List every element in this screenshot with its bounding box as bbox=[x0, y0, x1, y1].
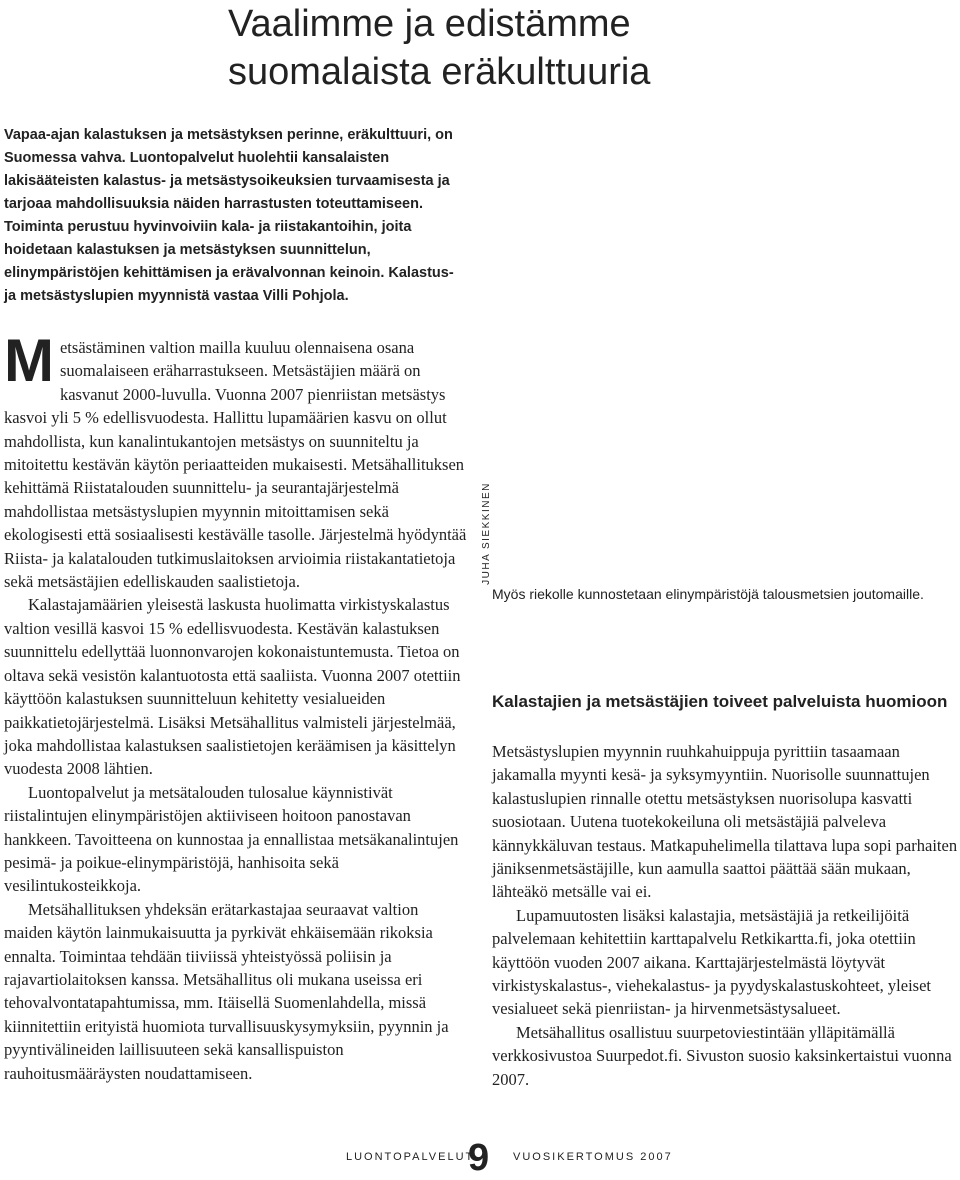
body-right-column bbox=[492, 740, 958, 1091]
body-paragraph: Metsähallitus osallistuu suurpetoviestintään ylläpitämällä verkkosivustoa Suurpedot.fi. Sivuston suosio kaksinkertaistui vuonna 2007. bbox=[492, 1022, 952, 1089]
drop-cap: M bbox=[4, 327, 54, 394]
photo-credit-text: JUHA SIEKKINEN bbox=[480, 481, 492, 585]
page-footer bbox=[0, 1137, 960, 1179]
photo-caption: Myös riekolle kunnostetaan elinympäristöjä talousmetsien joutomaille. bbox=[492, 586, 924, 602]
title-line-2: suomalaista eräkulttuuria bbox=[228, 51, 651, 93]
page-title bbox=[228, 0, 748, 96]
body-paragraph: Kalastajamäärien yleisestä laskusta huolimatta virkistyskalastus valtion vesillä kasvoi 15 % edellisvuodesta. Kestävän kalastuksen suunnittelu edellyttää luonnonvarojen kokonaistuntemusta. Tietoa on oltava sekä vesistön kalantuotosta että saaliista. Vuonna 2007 otettiin käyttöön kalastuksen suunnitteluun kehitetty vesialueiden paikkatietojärjestelmä. Lisäksi Metsähallitus valmisteli järjestelmää, joka mahdollistaa kalastuksen saalistietojen keräämisen ja käsittelyn vuodesta 2008 lähtien. bbox=[4, 595, 461, 779]
body-text: etsästäminen valtion mailla kuuluu olennaisena osana suomalaiseen eräharrastukseen. Metsästäjien määrä on kasvanut 2000-luvulla. Vuonna 2007 pienriistan metsästys kasvoi yli 5 % edellisvuodesta. Hallittu lupamäärien kasvu on ollut mahdollista, kun kanalintukantojen metsästys on suunniteltu ja mitoitettu kestävän käytön periaatteiden mukaisesti. Metsähallituksen kehittämä Riistatalouden suunnittelu- ja seurantajärjestelmä mahdollistaa metsästyslupien myynnin mitoittamisen sekä ekologisesti että sosiaalisesti kestävälle tasolle. Järjestelmä hyödyntää Riista- ja kalatalouden tutkimuslaitoksen arvioimia riistakantatietoja sekä metsästäjien edelliskauden saalistietoja. bbox=[4, 338, 467, 592]
title-line-1: Vaalimme ja edistämme bbox=[228, 3, 631, 45]
page-number: 9 bbox=[468, 1137, 490, 1179]
footer-publication: VUOSIKERTOMUS 2007 bbox=[513, 1151, 673, 1163]
photo-credit bbox=[466, 483, 506, 583]
lead-paragraph bbox=[4, 124, 464, 308]
footer-section-name: LUONTOPALVELUT bbox=[346, 1151, 475, 1163]
lead-text-1: Vapaa-ajan kalastuksen ja metsästyksen perinne, eräkulttuuri, on Suomessa vahva. Luontopalvelut huolehtii kansalaisten lakisääteisten kalastus- ja metsästysoikeuksien turvaamisesta ja tarjoaa mahdollisuuksia näiden harrastusten toteuttamiseen. bbox=[4, 127, 453, 212]
body-paragraph: Lupamuutosten lisäksi kalastajia, metsästäjiä ja retkeilijöitä palvelemaan kehitettiin karttapalvelu Retkikartta.fi, joka otettiin käyttöön vuoden 2007 aikana. Karttajärjestelmästä löytyvät virkistyskalastus-, viehekalastus- ja pyydyskalastuskohteet, yleiset vesialueet sekä pienriistan- ja hirvenmetsästysalueet. bbox=[492, 905, 931, 1019]
body-paragraph bbox=[4, 327, 470, 593]
body-paragraph: Metsähallituksen yhdeksän erätarkastajaa seuraavat valtion maiden käytön lainmukaisuutta ja pyrkivät ehkäisemään rikoksia ennalta. Toimintaa tehdään tiiviissä yhteistyössä poliisin ja rajavartiolaitoksen kanssa. Metsähallitus oli mukana useissa eri tehovalvontatapahtumissa, mm. Itäisellä Suomenlahdella, missä kiinnitettiin erityistä huomiota turvallisuuskysymyksiin, pyynnin ja pyyntivälineiden laillisuuteen sekä kansallispuiston rauhoitusmääräysten noudattamiseen. bbox=[4, 899, 449, 1083]
section-heading: Kalastajien ja metsästäjien toiveet palveluista huomioon bbox=[492, 692, 948, 711]
body-paragraph: Metsästyslupien myynnin ruuhkahuippuja pyrittiin tasaamaan jakamalla myynti kesä- ja syksymyyntiin. Nuorisolle suunnattujen kalastuslupien rinnalle otettu metsästyksen nuorisolupa kasvatti suosiotaan. Uutena tuotekokeiluna oli metsästäjiä palveleva kännykkäluvan testaus. Matkapuhelimella tilattava lupa sopi parhaiten jäniksenmetsästäjille, kun aamulla saattoi päättää sään mukaan, lähteäkö metsälle vai ei. bbox=[492, 742, 958, 902]
body-paragraph: Luontopalvelut ja metsätalouden tulosalue käynnistivät riistalintujen elinympäristöjen aktiiviseen hoitoon panostavan hankkeen. Tavoitteena on kunnostaa ja ennallistaa metsäkanalintujen pesimä- ja poikue-elinympäristöjä, hanhisoita sekä vesilintukosteikkoja. bbox=[4, 782, 459, 896]
lead-text-2: Toiminta perustuu hyvinvoiviin kala- ja riistakantoihin, joita hoidetaan kalastuksen ja metsästyksen suunnittelun, elinympäristöjen kehittämisen ja erävalvonnan keinoin. Kalastus- ja metsästyslupien myynnistä vastaa Villi Pohjola. bbox=[4, 219, 454, 304]
body-left-column bbox=[4, 327, 470, 1085]
